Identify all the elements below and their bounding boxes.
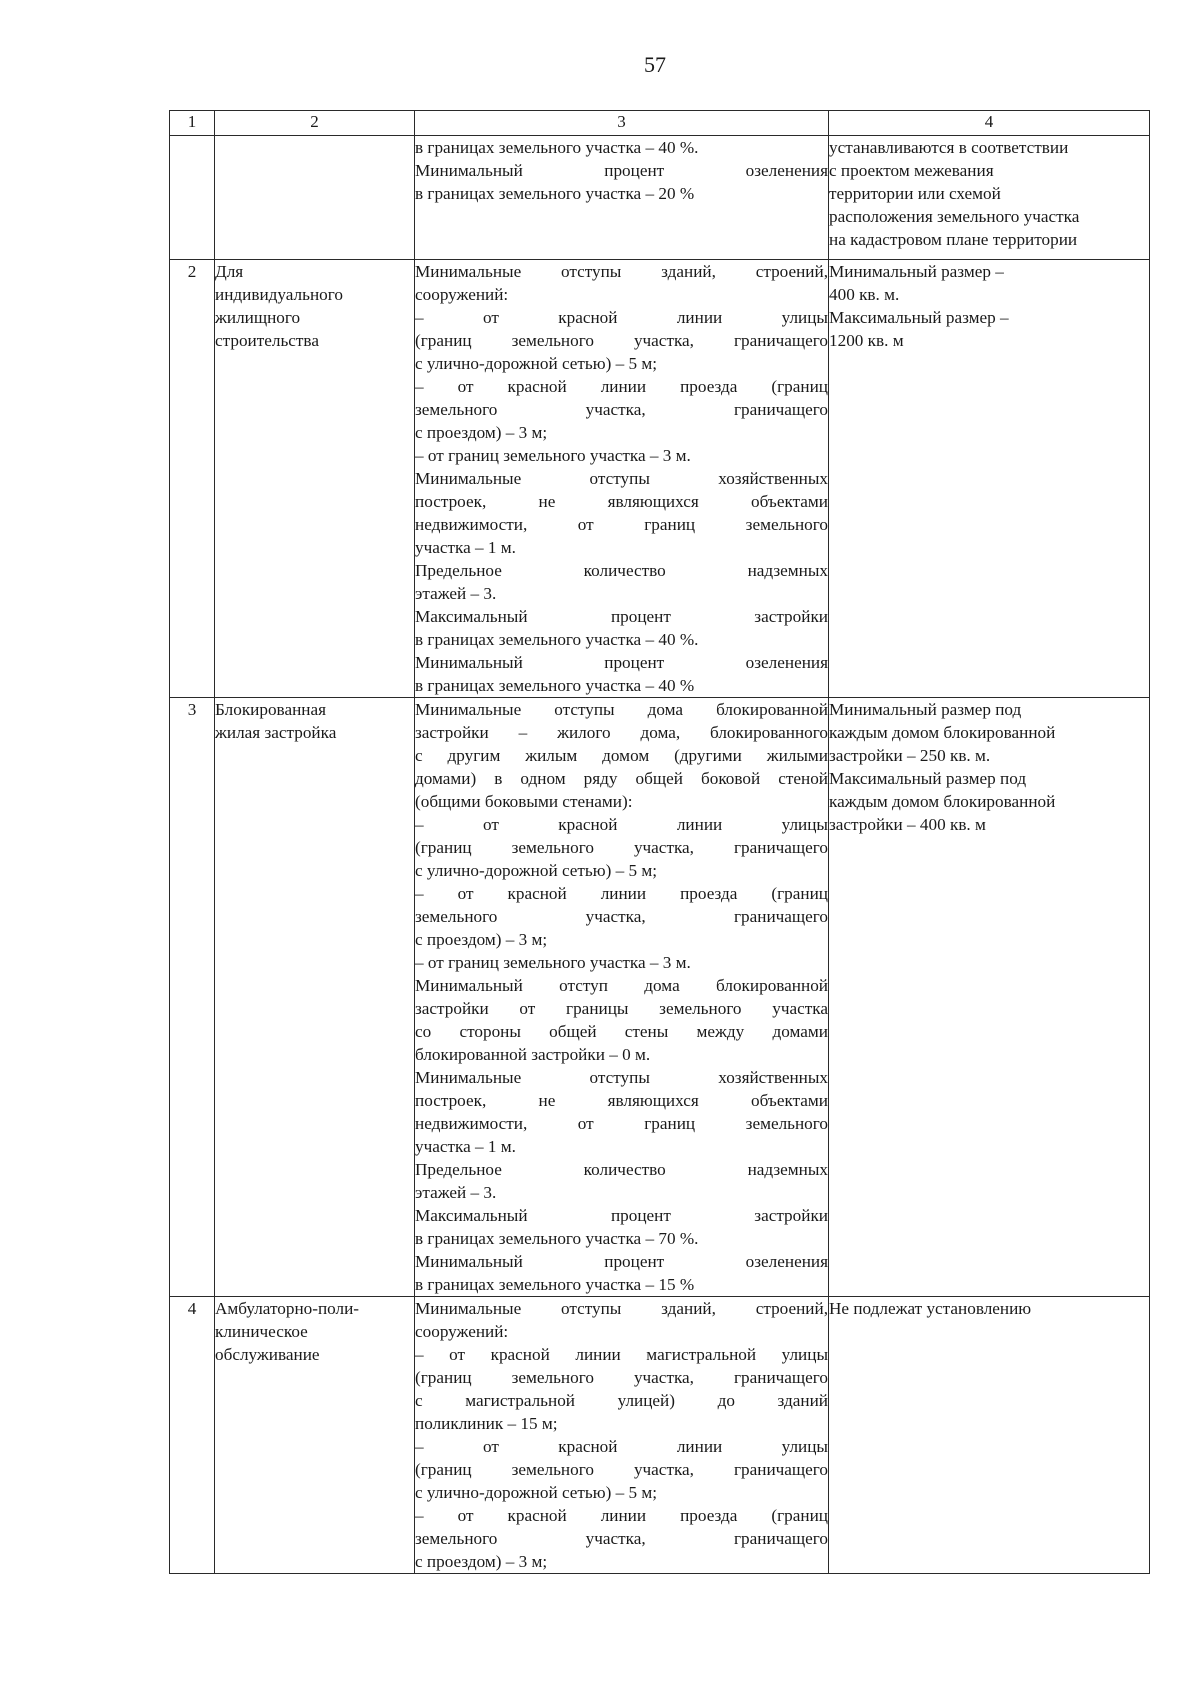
parameter-line: с другим жилым домом (другими жилыми — [415, 746, 828, 765]
parameter-line: – от красной линии проезда (границ — [415, 377, 828, 396]
parameter-line: – от красной линии улицы — [415, 308, 828, 327]
plot-size-limits — [829, 136, 1150, 260]
header-cell-2: 2 — [215, 111, 415, 136]
parameter-line: – от границ земельного участка – 3 м. — [415, 446, 691, 465]
plot-size-line: застройки – 250 кв. м. — [829, 746, 991, 765]
table-row — [170, 136, 1150, 260]
parameter-line: в границах земельного участка – 20 % — [415, 184, 695, 203]
construction-parameters — [415, 1297, 829, 1574]
plot-size-line: застройки – 400 кв. м — [829, 815, 986, 834]
construction-parameters — [415, 260, 829, 698]
parameter-line: (границ земельного участка, граничащего — [415, 331, 828, 350]
land-use-type — [215, 136, 415, 260]
parameter-line: с проездом) – 3 м; — [415, 423, 548, 442]
parameter-line: – от красной линии улицы — [415, 815, 828, 834]
plot-size-line: устанавливаются в соответствии — [829, 138, 1069, 157]
parameter-line: с проездом) – 3 м; — [415, 1552, 548, 1571]
plot-size-line: с проектом межевания — [829, 161, 994, 180]
parameter-line: Предельное количество надземных — [415, 561, 828, 580]
table-row — [170, 260, 1150, 698]
header-cell-4: 4 — [829, 111, 1150, 136]
parameter-line: – от границ земельного участка – 3 м. — [415, 953, 691, 972]
parameter-line: – от красной линии магистральной улицы — [415, 1345, 828, 1364]
parameter-line: (границ земельного участка, граничащего — [415, 1460, 828, 1479]
parameter-line: с улично-дорожной сетью) – 5 м; — [415, 861, 658, 880]
parameter-line: Минимальные отступы зданий, строений, — [415, 262, 828, 281]
parameter-line: земельного участка, граничащего — [415, 1529, 828, 1548]
parameter-line: Минимальный процент озеленения — [415, 1252, 828, 1271]
header-cell-1: 1 — [170, 111, 215, 136]
row-number: 2 — [170, 260, 215, 698]
parameter-line: недвижимости, от границ земельного — [415, 1114, 828, 1133]
parameter-line: этажей – 3. — [415, 584, 497, 603]
parameter-line: Минимальные отступы дома блокированной — [415, 700, 828, 719]
parameter-line: Максимальный процент застройки — [415, 607, 828, 626]
parameter-line: с магистральной улицей) до зданий — [415, 1391, 828, 1410]
plot-size-line: территории или схемой — [829, 184, 1001, 203]
land-use-type — [215, 260, 415, 698]
land-use-type-line: Блокированная — [215, 700, 326, 719]
land-use-type-line: клиническое — [215, 1322, 308, 1341]
parameter-line: участка – 1 м. — [415, 538, 516, 557]
row-number: 3 — [170, 698, 215, 1297]
plot-size-line: Максимальный размер под — [829, 769, 1027, 788]
plot-size-line: на кадастровом плане территории — [829, 230, 1078, 249]
parameter-line: в границах земельного участка – 40 % — [415, 676, 695, 695]
plot-size-line: Не подлежат установлению — [829, 1299, 1032, 1318]
parameter-line: этажей – 3. — [415, 1183, 497, 1202]
plot-size-line: каждым домом блокированной — [829, 792, 1056, 811]
table-row — [170, 698, 1150, 1297]
table-row — [170, 1297, 1150, 1574]
plot-size-limits — [829, 698, 1150, 1297]
plot-size-line: 400 кв. м. — [829, 285, 900, 304]
parameter-line: Максимальный процент застройки — [415, 1206, 828, 1225]
parameter-line: застройки от границы земельного участка — [415, 999, 828, 1018]
parameter-line: участка – 1 м. — [415, 1137, 516, 1156]
land-use-type — [215, 1297, 415, 1574]
parameter-line: (общими боковыми стенами): — [415, 792, 633, 811]
parameter-line: Минимальные отступы зданий, строений, — [415, 1299, 828, 1318]
plot-size-limits — [829, 260, 1150, 698]
plot-size-line: Максимальный размер – — [829, 308, 1009, 327]
parameter-line: поликлиник – 15 м; — [415, 1414, 558, 1433]
plot-size-line: каждым домом блокированной — [829, 723, 1056, 742]
parameter-line: – от красной линии проезда (границ — [415, 884, 828, 903]
parameter-line: – от красной линии улицы — [415, 1437, 828, 1456]
land-use-type-line: строительства — [215, 331, 319, 350]
parameter-line: сооружений: — [415, 1322, 509, 1341]
table-header-row — [170, 111, 1150, 136]
parameter-line: Предельное количество надземных — [415, 1160, 828, 1179]
parameter-line: сооружений: — [415, 285, 509, 304]
parameter-line: в границах земельного участка – 70 %. — [415, 1229, 699, 1248]
parameter-line: (границ земельного участка, граничащего — [415, 1368, 828, 1387]
construction-parameters — [415, 698, 829, 1297]
land-use-type-line: жилищного — [215, 308, 301, 327]
parameter-line: земельного участка, граничащего — [415, 400, 828, 419]
land-use-type-line: жилая застройка — [215, 723, 337, 742]
parameter-line: (границ земельного участка, граничащего — [415, 838, 828, 857]
row-number: 4 — [170, 1297, 215, 1574]
parameter-line: построек, не являющихся объектами — [415, 492, 828, 511]
parameter-line: Минимальные отступы хозяйственных — [415, 1068, 828, 1087]
parameter-line: в границах земельного участка – 15 % — [415, 1275, 695, 1294]
land-use-type-line: индивидуального — [215, 285, 343, 304]
plot-size-line: расположения земельного участка — [829, 207, 1080, 226]
parameter-line: недвижимости, от границ земельного — [415, 515, 828, 534]
land-use-type-line: Для — [215, 262, 244, 281]
parameter-line: с улично-дорожной сетью) – 5 м; — [415, 1483, 658, 1502]
plot-size-line: 1200 кв. м — [829, 331, 904, 350]
parameter-line: с проездом) – 3 м; — [415, 930, 548, 949]
parameter-line: Минимальный отступ дома блокированной — [415, 976, 828, 995]
parameter-line: с улично-дорожной сетью) – 5 м; — [415, 354, 658, 373]
parameter-line: в границах земельного участка – 40 %. — [415, 630, 699, 649]
land-use-type-line: Амбулаторно-поли- — [215, 1299, 360, 1318]
row-number — [170, 136, 215, 260]
parameter-line: построек, не являющихся объектами — [415, 1091, 828, 1110]
header-cell-3: 3 — [415, 111, 829, 136]
parameter-line: Минимальный процент озеленения — [415, 161, 828, 180]
parameter-line: Минимальные отступы хозяйственных — [415, 469, 828, 488]
parameter-line: в границах земельного участка – 40 %. — [415, 138, 699, 157]
plot-size-line: Минимальный размер под — [829, 700, 1022, 719]
parameter-line: со стороны общей стены между домами — [415, 1022, 828, 1041]
plot-size-limits — [829, 1297, 1150, 1574]
parameter-line: – от красной линии проезда (границ — [415, 1506, 828, 1525]
page-number: 57 — [644, 52, 666, 77]
parameter-line: застройки – жилого дома, блокированного — [415, 723, 828, 742]
plot-size-line: Минимальный размер – — [829, 262, 1004, 281]
parameter-line: домами) в одном ряду общей боковой стеной — [415, 769, 828, 788]
parameter-line: блокированной застройки – 0 м. — [415, 1045, 651, 1064]
land-use-type-line: обслуживание — [215, 1345, 320, 1364]
land-use-type — [215, 698, 415, 1297]
regulations-table — [169, 110, 1150, 1574]
construction-parameters — [415, 136, 829, 260]
parameter-line: Минимальный процент озеленения — [415, 653, 828, 672]
parameter-line: земельного участка, граничащего — [415, 907, 828, 926]
